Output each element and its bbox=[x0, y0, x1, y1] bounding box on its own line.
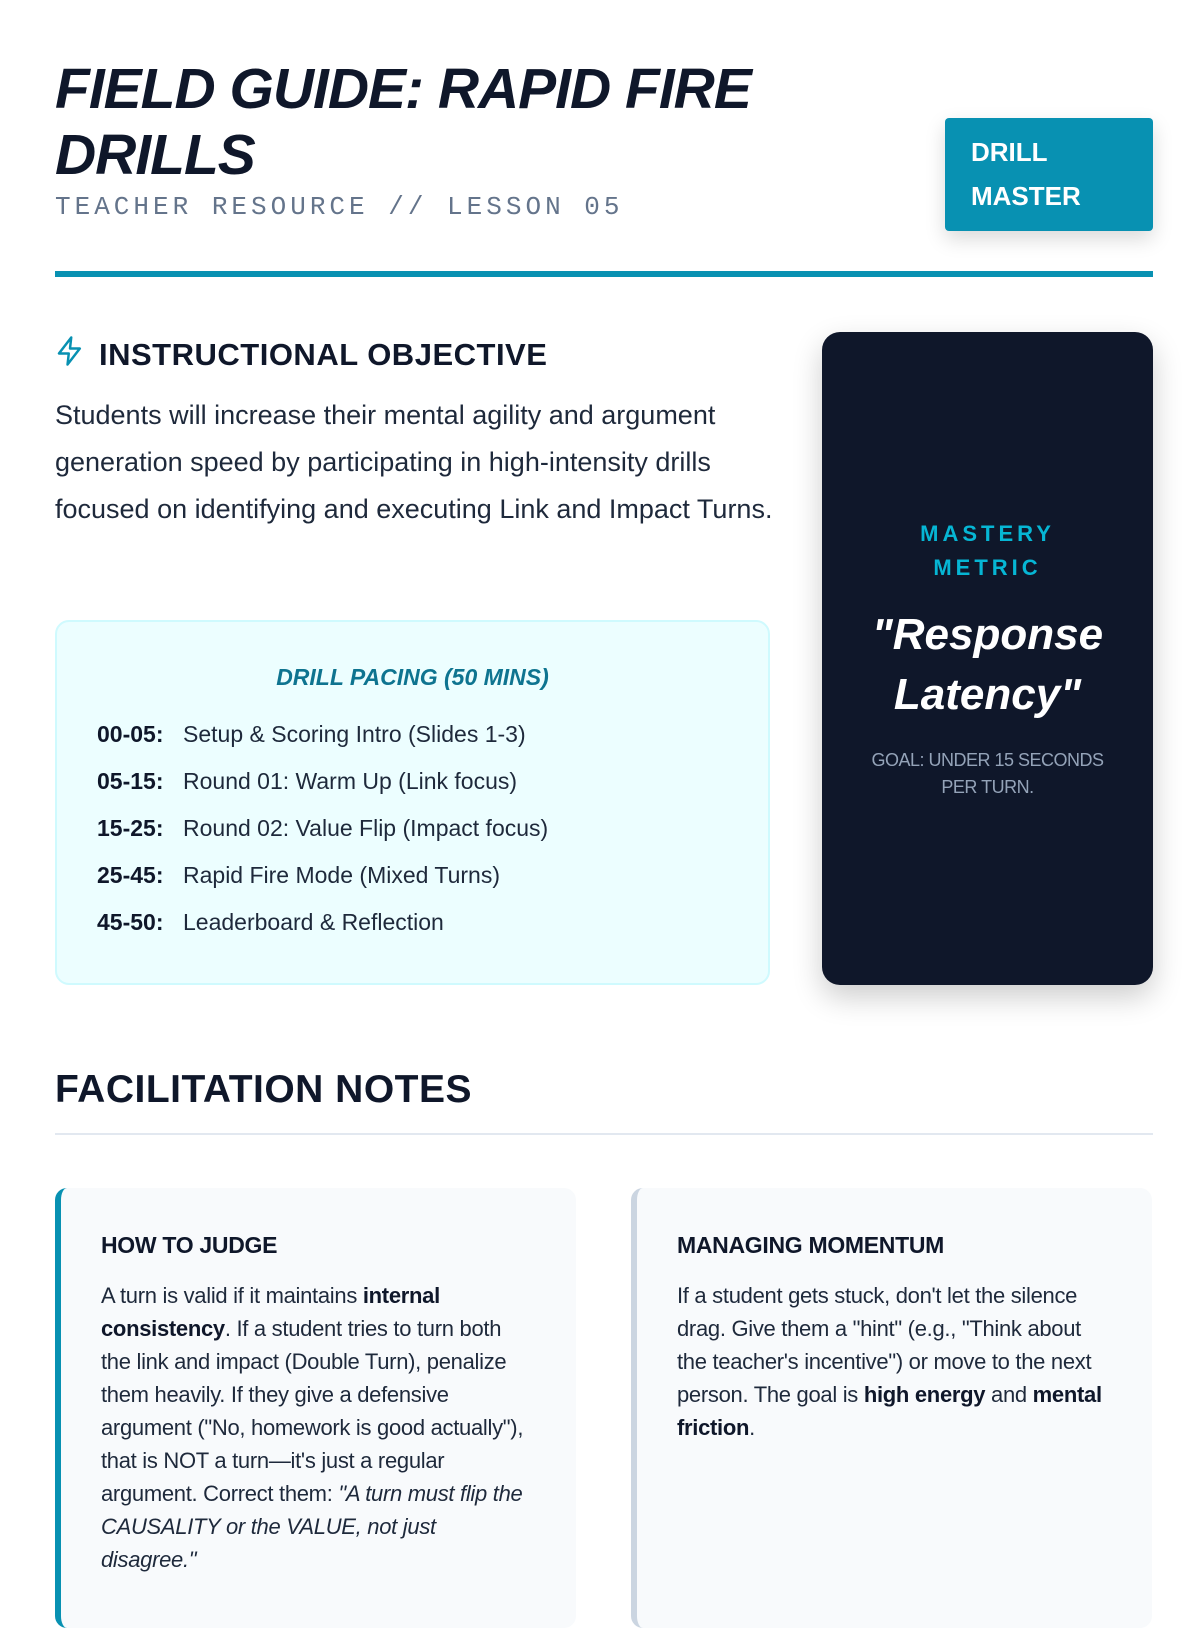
note-title: HOW TO JUDGE bbox=[101, 1232, 278, 1258]
page-title: FIELD GUIDE: RAPID FIRE DRILLS bbox=[55, 57, 751, 187]
pacing-label: Round 01: Warm Up (Link focus) bbox=[183, 768, 518, 794]
badge-line-1: DRILL bbox=[971, 137, 1048, 167]
badge-line-2: MASTER bbox=[971, 181, 1081, 211]
facilitation-divider bbox=[55, 1133, 1153, 1135]
drill-master-badge bbox=[945, 118, 1153, 231]
bold-text: mental friction bbox=[677, 1382, 1102, 1440]
italic-quote: "A turn must flip the CAUSALITY or the VALUE, not just disagree." bbox=[101, 1481, 523, 1572]
text: If a student gets stuck, don't let the silence drag. Give them a "hint" (e.g., "Think about the teacher's incentive") or move to the next person. The goal is bbox=[677, 1283, 1092, 1407]
pacing-item bbox=[97, 899, 768, 946]
bold-text: internal consistency bbox=[101, 1283, 440, 1341]
header-divider bbox=[55, 271, 1153, 277]
text: A turn is valid if it maintains bbox=[101, 1283, 363, 1308]
metric-value: "Response Latency" bbox=[871, 609, 1104, 719]
text: . If a student tries to turn both the link and impact (Double Turn), penalize them heavily. If they give a defensive argument ("No, homework is good actually"), that is NOT a turn—it's just a regular argument. Correct them: bbox=[101, 1316, 524, 1506]
pacing-label: Leaderboard & Reflection bbox=[183, 909, 444, 935]
objective-heading-text: INSTRUCTIONAL OBJECTIVE bbox=[99, 337, 548, 372]
metric-goal: GOAL: UNDER 15 SECONDS PER TURN. bbox=[871, 749, 1104, 797]
how-to-judge-card bbox=[55, 1188, 576, 1628]
pacing-item bbox=[97, 711, 768, 758]
pacing-item bbox=[97, 852, 768, 899]
pacing-label: Rapid Fire Mode (Mixed Turns) bbox=[183, 862, 500, 888]
pacing-label: Setup & Scoring Intro (Slides 1-3) bbox=[183, 721, 526, 747]
pacing-item bbox=[97, 758, 768, 805]
objective-heading bbox=[55, 335, 547, 375]
facilitation-heading: FACILITATION NOTES bbox=[55, 1068, 473, 1111]
objective-text: Students will increase their mental agility and argument generation speed by participating in high-intensity drills focused on identifying and executing Link and Impact Turns. bbox=[55, 400, 773, 524]
pacing-label: Round 02: Value Flip (Impact focus) bbox=[183, 815, 549, 841]
note-body bbox=[677, 1279, 1112, 1444]
page-subtitle: TEACHER RESOURCE // LESSON 05 bbox=[55, 192, 624, 222]
note-title: MANAGING MOMENTUM bbox=[677, 1232, 945, 1258]
pacing-time: 25-45: bbox=[97, 862, 164, 888]
text: and bbox=[985, 1382, 1033, 1407]
pacing-time: 45-50: bbox=[97, 909, 164, 935]
note-body bbox=[101, 1279, 536, 1576]
metric-label: MASTERY METRIC bbox=[920, 520, 1055, 580]
pacing-time: 15-25: bbox=[97, 815, 164, 841]
pacing-time: 00-05: bbox=[97, 721, 164, 747]
mastery-metric-card bbox=[822, 332, 1153, 985]
pacing-title: DRILL PACING (50 MINS) bbox=[276, 664, 549, 690]
managing-momentum-card bbox=[631, 1188, 1152, 1628]
lightning-icon bbox=[55, 335, 85, 375]
pacing-item bbox=[97, 805, 768, 852]
pacing-time: 05-15: bbox=[97, 768, 164, 794]
text: . bbox=[749, 1415, 755, 1440]
drill-pacing-box bbox=[55, 620, 770, 985]
bold-text: high energy bbox=[863, 1382, 986, 1407]
